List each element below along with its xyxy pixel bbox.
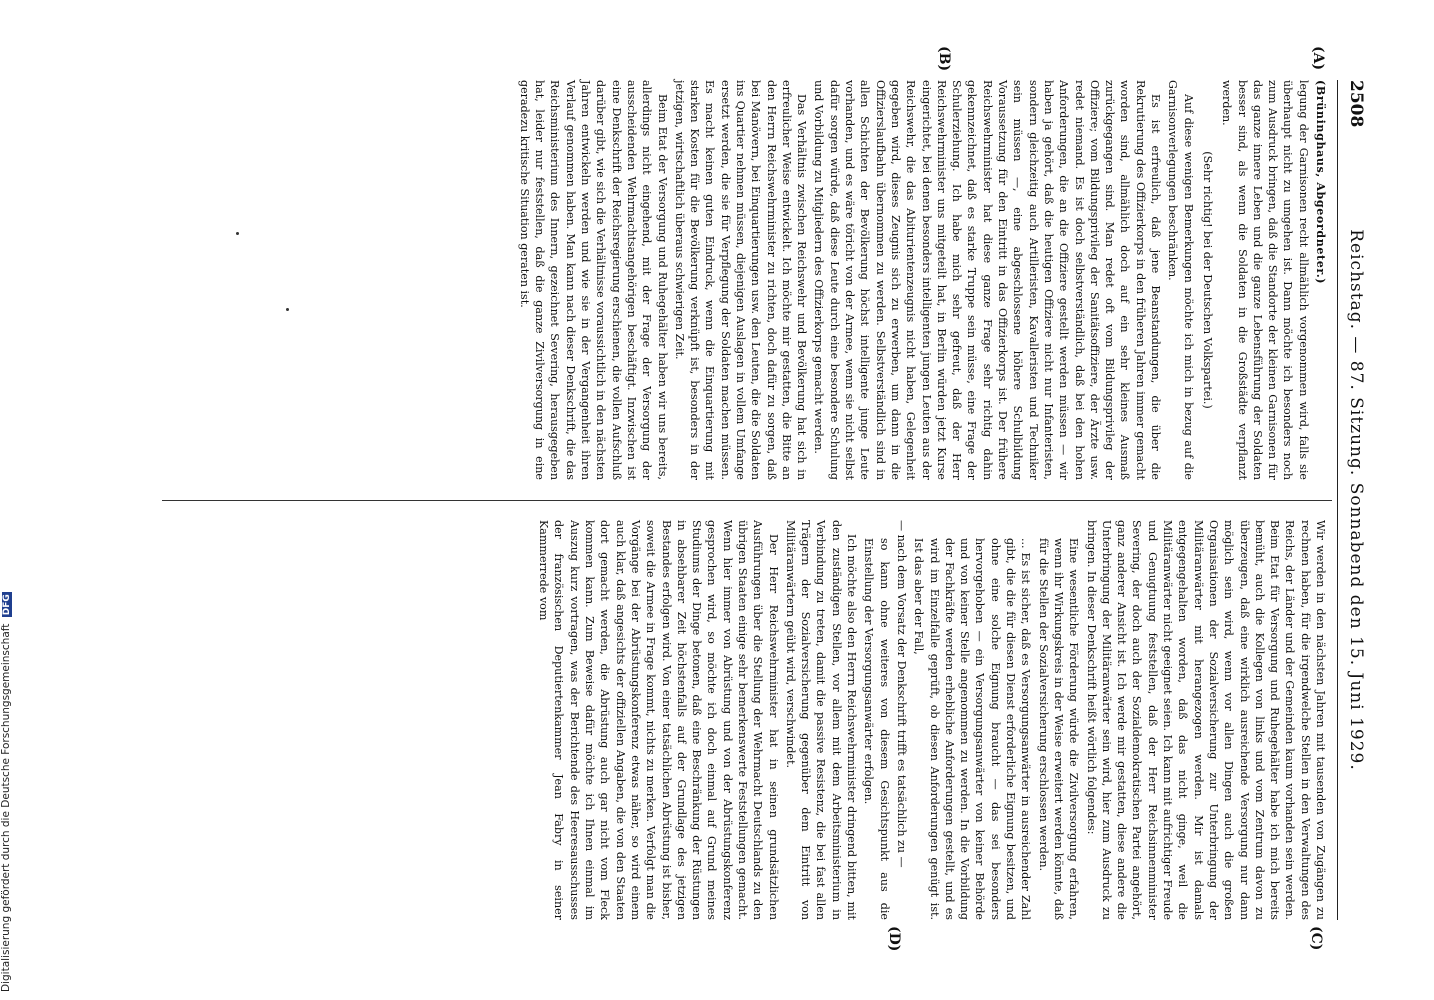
scan-speck — [286, 308, 289, 311]
page-header — [1337, 80, 1372, 920]
left-column — [515, 80, 1328, 480]
paragraph: Das Verhältnis zwischen Reichswehr und Bevölkerung hat sich in erfreulicher Weise entwickelt. Ich möchte mir gestatten, die Bitte an den Herrn Reichswehrminister zu richten, doch dafür zu sorgen, daß bei Manövern, bei Einquartierungen usw. den Leuten, die die Soldaten ins Quartier nehmen müssen, diejenigen Auslagen in vollem Umfange ersetzt werden, die sie für Verpflegung der Soldaten machen müssen. Es macht keinen guten Eindruck, wenn die Einquartierung mit starken Kosten für die Bevölkerung verknüpft ist, besonders in der jetzigen, wirtschaftlich überaus schwierigen Zeit. — [672, 80, 809, 480]
quotation: Eine wesentliche Förderung würde die Zivilversorgung erfahren, wenn ihr Wirkungskreis in der Weise erweitert werden könnte, daß für die Stellen der Sozialversicherung erschlossen werden. — [1036, 538, 1081, 920]
paragraph: Beim Etat der Versorgung und Ruhegehälter haben wir uns bereits, allerdings nicht eingehend, mit der Frage der Versorgung der ausscheidenden Wehrmachtsangehörigen beschäftigt. Inzwischen ist eine Denkschrift der Reichsregierung erschienen, die vollen Aufschluß darüber gibt, wie sich die Verhältnisse voraussichtlich in den nächsten Jahren entwickeln werden und wie sie in der Vergangenheit ihren Verlauf genommen haben. Man kann nach dieser Denkschrift, die das Reichsministerium des Innern, gezeichnet Severing, herausgegeben hat, leider nur feststellen, daß die ganze Zivilversorgung in eine geradezu kritische Situation geraten ist. — [517, 80, 669, 480]
speaker-name: (Brüninghaus, Abgeordneter.) — [1314, 80, 1327, 285]
margin-marker-c: (C) — [1308, 926, 1324, 951]
paragraph: legung der Garnisonen recht allmählich vorgenommen wird, falls sie überhaupt nicht zu umgehen ist. Dann möchte ich besonders noch zum Ausdruck bringen, daß die Standorte der kleinen Garnisonen für das ganze innere Leben und die ganze Lebensführung der Soldaten besser sind, als wenn die Soldaten in die Großstädte verpflanzt werden. — [1220, 80, 1310, 480]
rotated-page-content — [122, 46, 1372, 952]
paragraph: Auf diese wenigen Bemerkungen möchte ich mich in bezug auf die Garnisonverlegungen beschränken. — [1166, 80, 1195, 480]
dfg-logo: DFG — [2, 594, 12, 616]
digitization-credit-text: Digitalisierung gefördert durch die Deutsche Forschungsgemeinschaft — [0, 623, 12, 992]
paragraph: Wir werden in den nächsten Jahren mit tausenden von Zugängen zu rechnen haben, für die irgendwelche Stellen in den Verwaltungen des Reichs, der Länder und der Gemeinden kaum vorhanden sein werden. Beim Etat für Versorgung und Ruhegehälter habe ich mich bereits bemüht, auch die Kollegen von links und vom Zentrum davon zu überzeugen, daß eine wirklich ausreichende Versorgung nur dann möglich sein wird, wenn vor allen Dingen auch die großen Organisationen der Sozialversicherung zur Unterbringung der Militäranwärter mit herangezogen werden. Mir ist damals entgegengehalten worden, daß das nicht ginge, weil die Militäranwärter nicht geeignet seien. Ich kann mit aufrichtiger Freude und Genugtuung feststellen, daß der Herr Reichsinnenminister Severing, der doch auch der Sozialdemokratischen Partei angehört, ganz anderer Ansicht ist. Ich werde mir gestatten, diese andere die Unterbringung der Militäranwärter sein wird, hier zum Ausdruck zu bringen. In dieser Denkschrift heißt wörtlich folgendes: — [1084, 520, 1327, 921]
interjection: — nach dem Vorsatz der Denkschrift trifft es tatsächlich zu — — [894, 520, 908, 868]
right-column — [534, 520, 1328, 920]
paragraph: Der Herr Reichswehrminister hat in seinen grundsätzlichen Ausführungen über die Stellung der Wehrmacht Deutschlands zu den übrigen Staaten einige sehr bemerkenswerte Feststellungen gemacht. Wenn hier immer von Abrüstung und von der Abrüstungskonferenz gesprochen wird, so möchte ich doch einmal auf Grund meines Studiums der Dinge betonen, daß eine Beschränkung der Rüstungen in absehbarer Zeit höchstenfalls auf der Grundlage des jetzigen Bestandes erfolgen wird. Von einer tatsächlichen Abrüstung ist bisher, soweit die Armee in Frage kommt, nichts zu merken. Verfolgt man die Vorgänge bei der Abrüstungskonferenz etwas näher, so wird einem auch klar, daß angesichts der offiziellen Angaben, die von den Staaten dort gemacht werden, die Abrüstung auch gar nicht vom Fleck kommen kann. Zum Beweise dafür möchte ich Ihnen einmal im Auszug kurz vortragen, was der Berichtende des Heeresausschusses der französischen Deputiertenkammer Jean Fabry in seiner Kammerrede vom — [537, 520, 780, 920]
scan-speck — [236, 232, 239, 235]
page-header-title: Reichstag. — 87. Sitzung. Sonnabend den 15. Juni 1929. — [1346, 229, 1366, 771]
interjection: (Sehr richtig! bei der Deutschen Volkspartei.) — [1200, 151, 1214, 409]
paragraph: Ich möchte also den Herrn Reichswehrminister dringend bitten, mit den zuständigen Stellen, vor allem mit dem Arbeitsministerium in Verbindung zu treten, damit die passive Resistenz, die bei fast allen Trägern der Sozialversicherung gegenüber dem Eintritt von Militäranwärtern geübt wird, verschwindet. — [783, 520, 859, 920]
column-divider — [162, 500, 1332, 501]
margin-marker-d: (D) — [886, 926, 902, 952]
margin-marker-a: (A) — [1310, 46, 1326, 71]
paragraph: Es ist erfreulich, daß jene Beanstandungen, die über die Rekrutierung des Offizierkorps in den früheren Jahren immer gemacht worden sind, allmählich doch auf ein sehr kleines Ausmaß zurückgegangen sind. Man redet oft vom Bildungsprivileg der Offiziere; vom Bildungsprivileg der Sanitätsoffiziere, der Ärzte usw. redet niemand. Es ist doch selbstverständlich, daß bei den hohen Anforderungen, die an die Offiziere gestellt werden müssen — wir haben ja gehört, daß die heutigen Offiziere nicht nur Infanteristen, sondern gleichzeitig auch Artilleristen, Kavalleristen und Techniker sein müssen —, eine abgeschlossene höhere Schulbildung Voraussetzung für den Eintritt in das Offizierkorps ist. Der frühere Reichswehrminister hat diese ganze Frage sehr richtig dahin gekennzeichnet, daß es starke Truppe sein müsse, eine Frage der Schulerziehung. Ich habe mich sehr gefreut, daß der Herr Reichswehrminister uns mitgeteilt hat, in Berlin würden jetzt Kurse eingerichtet, bei denen besonders intelligenten jungen Leuten aus der Reichswehr, die das Abiturientenzeugnis nicht haben, Gelegenheit gegeben wird, dieses Zeugnis sich zu erwerben, um dann in die Offizierslaufbahn übernommen zu werden. Selbstverständlich sind in allen Schichten der Bevölkerung höchst intelligente junge Leute vorhanden, und es wäre töricht von der Armee, wenn sie nicht selbst dafür sorgen würde, daß diese Leute durch eine besondere Schulung und Vorbildung zu Mitgliedern des Offizierkorps gemacht werden. — [812, 80, 1163, 480]
digitization-sidebar — [0, 0, 22, 1000]
quotation: ... Es ist sicher, daß es Versorgungsanwärter in ausreichender Zahl gibt, die die für diesen Dienst erforderliche Eignung besitzen, und ohne eine solche Eignung braucht — das sei besonders hervorgehoben — ein Versorgungsanwärter von keiner Behörde und von keiner Stelle angenommen zu werden. In die Vorbildung der Fachkräfte werden erhebliche Anforderungen gestellt, und es wird im Einzelfalle geprüft, ob diesen Anforderungen genügt ist. Ist das aber der Fall, — [912, 538, 1033, 920]
margin-marker-b: (B) — [936, 46, 952, 72]
page-number: 2508 — [1346, 80, 1366, 128]
quotation: so kann ohne weiteres von diesem Gesichtspunkt aus die Einstellung der Versorgungsanwärter erfolgen. — [862, 538, 891, 920]
digitization-credit — [0, 2, 12, 996]
